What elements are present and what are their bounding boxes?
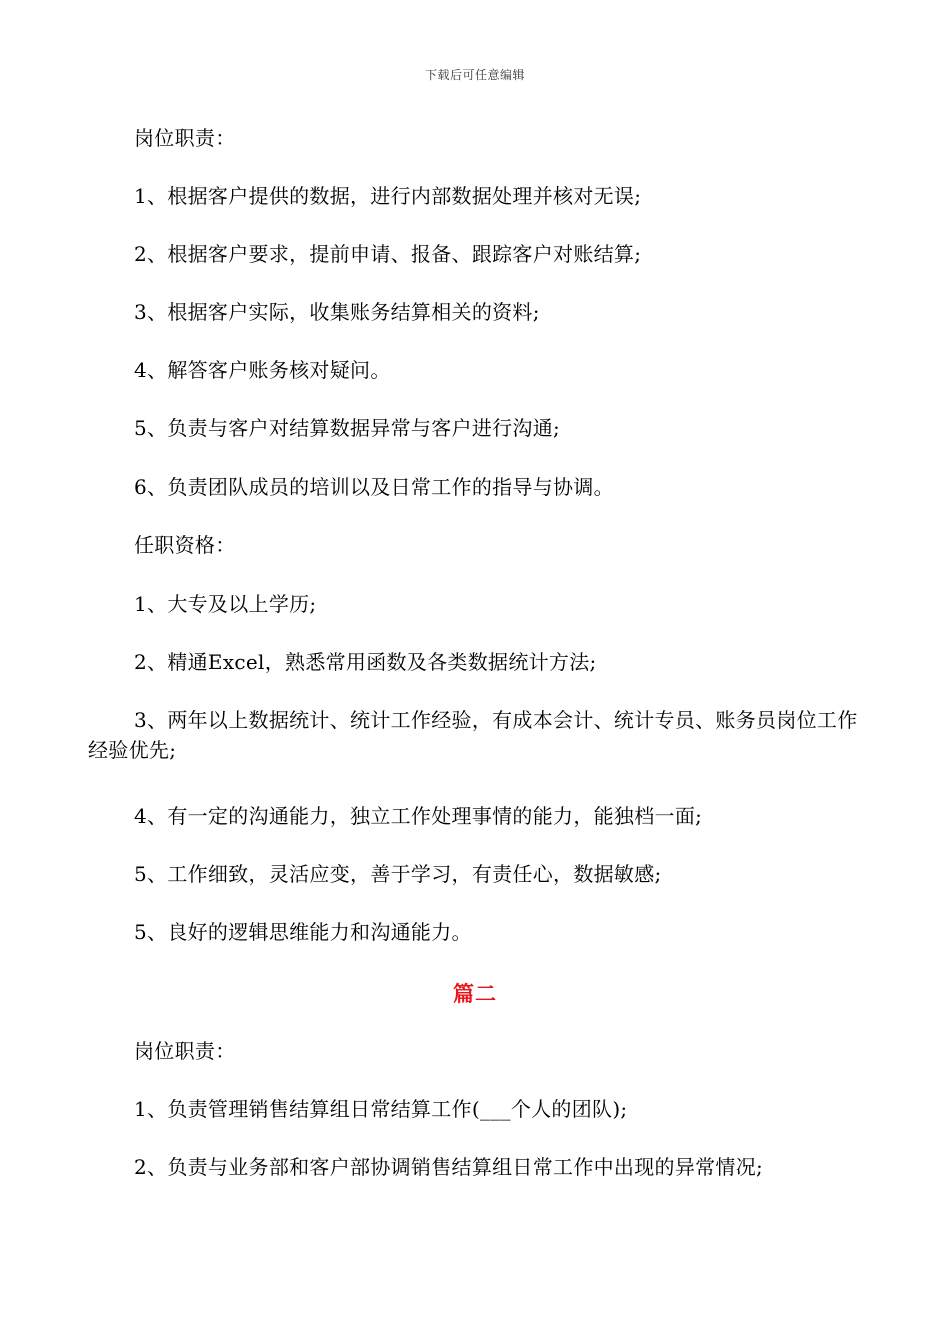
duty-item: 3、根据客户实际，收集账务结算相关的资料; xyxy=(134,300,540,324)
duty-item: 2、根据客户要求，提前申请、报备、跟踪客户对账结算; xyxy=(134,242,642,266)
duties-heading: 岗位职责： xyxy=(134,1039,236,1063)
duty-item: 2、负责与业务部和客户部协调销售结算组日常工作中出现的异常情况; xyxy=(134,1155,764,1179)
duty-item: 5、负责与客户对结算数据异常与客户进行沟通; xyxy=(134,416,561,440)
qualification-item: 3、两年以上数据统计、统计工作经验，有成本会计、统计专员、账务员岗位工作经验优先; xyxy=(88,708,858,762)
duties-heading: 岗位职责： xyxy=(134,126,236,150)
duty-item: 6、负责团队成员的培训以及日常工作的指导与协调。 xyxy=(134,475,614,499)
duty-item: 1、负责管理销售结算组日常结算工作(___个人的团队); xyxy=(134,1097,628,1121)
duty-item: 1、根据客户提供的数据，进行内部数据处理并核对无误; xyxy=(134,184,642,208)
header-note: 下载后可任意编辑 xyxy=(424,68,525,82)
duty-item: 4、解答客户账务核对疑问。 xyxy=(134,358,391,382)
section-title: 篇二 xyxy=(453,981,497,1006)
qualification-item: 4、有一定的沟通能力，独立工作处理事情的能力，能独档一面; xyxy=(134,804,703,828)
qualifications-heading: 任职资格： xyxy=(134,533,236,557)
qualification-item: 5、工作细致，灵活应变，善于学习，有责任心，数据敏感; xyxy=(134,862,662,886)
qualification-item: 1、大专及以上学历; xyxy=(134,592,317,616)
qualification-item: 2、精通Excel，熟悉常用函数及各类数据统计方法; xyxy=(134,650,597,674)
qualification-item: 5、良好的逻辑思维能力和沟通能力。 xyxy=(134,920,472,944)
